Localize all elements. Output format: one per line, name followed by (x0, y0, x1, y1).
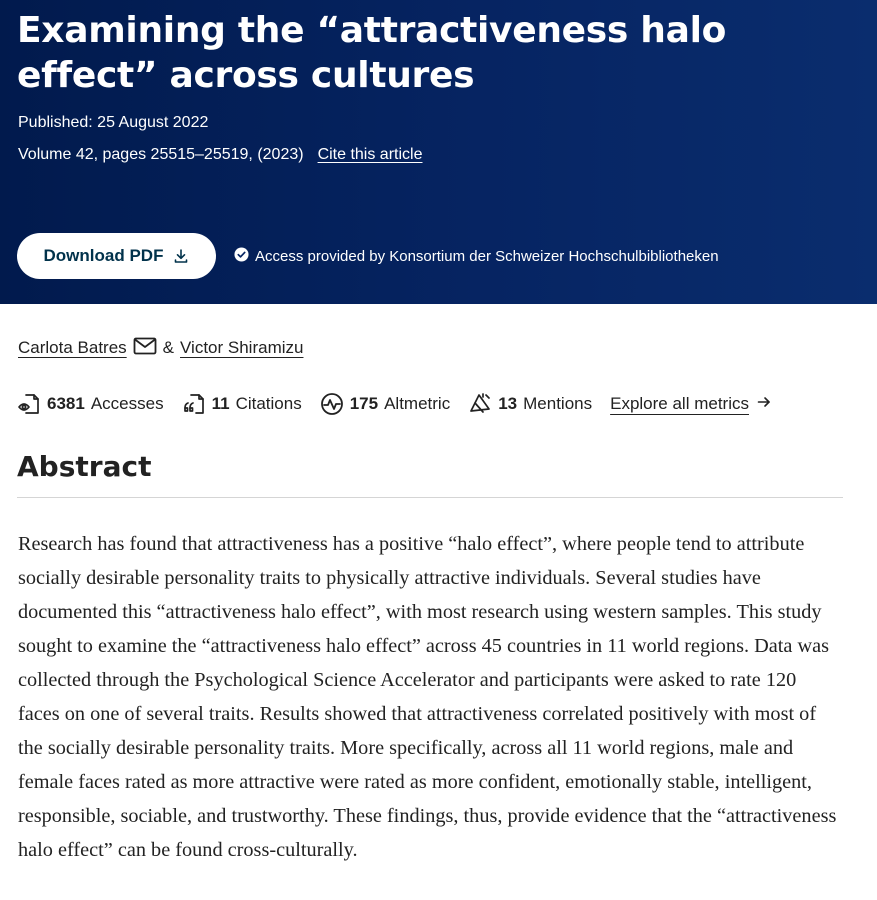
article-title: Examining the “attractiveness halo effect” across cultures (17, 10, 727, 96)
citations-label: Citations (235, 394, 302, 413)
eye-document-icon (17, 392, 41, 416)
download-icon (173, 248, 189, 264)
accesses-label: Accesses (90, 394, 164, 413)
metric-accesses (17, 392, 164, 416)
mentions-count: 13 (498, 394, 518, 413)
quote-document-icon (182, 392, 206, 416)
citations-count: 11 (211, 394, 230, 413)
check-circle-icon (234, 247, 249, 266)
author-list (18, 336, 303, 360)
access-notice (234, 245, 719, 267)
metric-citations (182, 392, 302, 416)
author-link-second[interactable]: Victor Shiramizu (180, 338, 304, 357)
altmetric-count: 175 (349, 394, 379, 413)
published-date: Published: 25 August 2022 (18, 114, 209, 131)
author-link-first[interactable]: Carlota Batres (18, 338, 127, 357)
access-text: Access provided by Konsortium der Schweizer Hochschulbibliotheken (255, 247, 719, 265)
section-divider (17, 497, 843, 498)
envelope-icon[interactable] (133, 337, 157, 360)
article-header (0, 0, 877, 304)
accesses-count: 6381 (47, 394, 85, 413)
cite-article-link[interactable]: Cite this article (317, 146, 423, 163)
metric-mentions (468, 392, 592, 416)
download-pdf-label: Download PDF (43, 246, 164, 265)
megaphone-icon (468, 392, 492, 416)
author-separator: & (162, 338, 175, 357)
article-metrics (17, 390, 771, 418)
explore-metrics-link[interactable] (610, 394, 771, 414)
abstract-heading: Abstract (17, 450, 152, 483)
metric-altmetric (320, 392, 451, 416)
altmetric-label: Altmetric (384, 394, 451, 413)
arrow-right-icon (757, 394, 771, 414)
download-pdf-button[interactable] (17, 233, 216, 279)
abstract-text: Research has found that attractiveness has a positive “halo effect”, where people tend to attribute socially desirable personality traits to physically attractive individuals. Several studies have documented this “attractiveness halo effect”, with most research using western samples. This study sought to examine the “attractiveness halo effect” across 45 countries in 11 world regions. Data was collected through the Psychological Science Accelerator and participants were asked to rate 120 faces on one of several traits. Results showed that attractiveness correlated positively with most of the socially desirable personality traits. More specifically, across all 11 world regions, male and female faces rated as more attractive were rated as more confident, emotionally stable, intelligent, responsible, sociable, and trustworthy. These findings, thus, provide evidence that the “attractiveness halo effect” can be found cross-culturally. (18, 533, 837, 861)
mentions-label: Mentions (523, 394, 593, 413)
volume-text: Volume 42, pages 25515–25519, (2023) (18, 146, 304, 163)
altmetric-icon (320, 392, 344, 416)
volume-info (18, 144, 422, 166)
explore-metrics-label: Explore all metrics (610, 394, 749, 413)
